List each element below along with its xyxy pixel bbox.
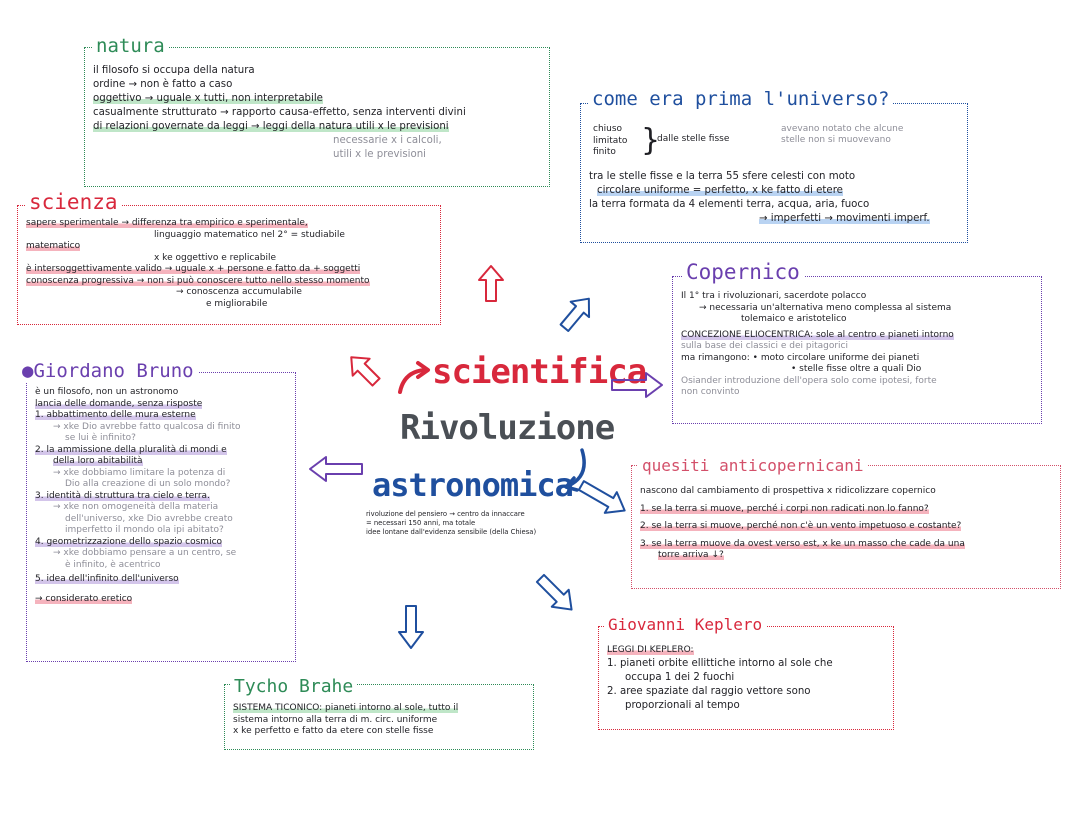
copernico-line-4: sulla base dei classici e dei pitagorici	[681, 341, 848, 351]
center-word-rivoluzione: Rivoluzione	[400, 408, 615, 448]
copernico-line-1: → necessaria un'alternativa meno complessa al sistema	[699, 302, 952, 313]
tycho-line-1: sistema intorno alla terra di m. circ. uniforme	[233, 714, 438, 725]
arrow-up-left-icon	[344, 350, 384, 390]
bruno-line-7: → xke dobbiamo limitare la potenza di	[53, 467, 226, 478]
prima-grey-note-1: stelle non si muovevano	[781, 135, 891, 145]
curved-arrow-red-icon	[394, 360, 434, 396]
copernico-line-7: Osiander introduzione dell'opera solo come ipotesi, forte	[681, 375, 937, 386]
bruno-line-15: è infinito, è acentrico	[65, 559, 161, 570]
prima-list-0: chiuso	[593, 124, 623, 134]
bruno-line-17: → considerato eretico	[35, 593, 133, 604]
arrow-down-right-keplero-icon	[532, 570, 580, 618]
quesiti-line-1: 1. se la terra si muove, perché i corpi non radicati non lo fanno?	[640, 503, 929, 514]
natura-line-4: di relazioni governate da leggi → leggi della natura utili x le previsioni	[93, 121, 449, 132]
bruno-line-13: 4. geometrizzazione dello spazio cosmico	[35, 536, 223, 547]
bruno-line-2: 1. abbattimento delle mura esterne	[35, 410, 196, 420]
prima-line-0: tra le stelle fisse e la terra 55 sfere celesti con moto	[589, 171, 856, 182]
copernico-line-5: ma rimangono: • moto circolare uniforme dei pianeti	[681, 352, 920, 363]
bruno-line-12: imperfetto il mondo ola ipi abitato?	[65, 525, 224, 535]
scienza-line-2: matematico	[26, 241, 81, 251]
bruno-line-5: 2. la ammissione della pluralità di mondi e	[35, 444, 227, 455]
quesiti-line-0: nascono dal cambiamento di prospettiva x ridicolizzare copernico	[640, 486, 936, 496]
center-word-scientifica: scientifica	[432, 352, 647, 392]
arrow-left-icon	[308, 454, 364, 484]
bruno-line-3: → xke Dio avrebbe fatto qualcosa di finito	[53, 421, 241, 432]
keplero-box	[598, 626, 894, 730]
keplero-line-2: 2. aree spaziate dal raggio vettore sono	[607, 685, 811, 697]
quesiti-line-2: 2. se la terra si muove, perché non c'è un vento impetuoso e costante?	[640, 521, 962, 531]
scienza-box	[17, 205, 441, 325]
bruno-line-0: è un filosofo, non un astronomo	[35, 387, 179, 397]
keplero-title: Giovanni Keplero	[604, 615, 766, 634]
bruno-line-16: 5. idea dell'infinito dell'universo	[35, 574, 179, 584]
copernico-line-2: tolemaico e aristotelico	[741, 314, 847, 324]
prima-line-2: la terra formata da 4 elementi terra, acqua, aria, fuoco	[589, 199, 870, 210]
center-note-0: rivoluzione del pensiero → centro da innaccare	[366, 510, 525, 518]
keplero-subtitle: LEGGI DI KEPLERO:	[607, 645, 694, 655]
prima-list-2: finito	[593, 147, 616, 157]
natura-line-0: il filosofo si occupa della natura	[93, 65, 255, 76]
arrow-down-right-icon	[576, 478, 630, 518]
scienza-line-0: sapere sperimentale → differenza tra empirico e sperimentale,	[26, 218, 308, 228]
bruno-title: ●Giordano Bruno	[18, 360, 198, 382]
scienza-title: scienza	[25, 190, 122, 214]
quesiti-line-3: 3. se la terra muove da ovest verso est, x ke un masso che cade da una	[640, 538, 965, 549]
center-note-1: = necessari 150 anni, ma totale	[366, 519, 476, 527]
center-note-2: idee lontane dall'evidenza sensibile (della Chiesa)	[366, 528, 537, 536]
keplero-line-0: 1. pianeti orbite ellittiche intorno al sole che	[607, 657, 833, 669]
copernico-line-0: Il 1° tra i rivoluzionari, sacerdote polacco	[681, 291, 867, 301]
prima-title: come era prima l'universo?	[588, 88, 893, 110]
quesiti-title: quesiti anticopernicani	[638, 456, 868, 475]
copernico-line-8: non convinto	[681, 387, 740, 397]
natura-line-3: casualmente strutturato → rapporto causa-effetto, senza interventi divini	[93, 107, 466, 118]
bruno-line-8: Dio alla creazione di un solo mondo?	[65, 479, 231, 489]
copernico-title: Copernico	[682, 260, 804, 284]
natura-line-2: oggettivo → uguale x tutti, non interpretabile	[93, 93, 323, 104]
bruno-box	[26, 372, 296, 662]
natura-line-5: necessarie x i calcoli,	[333, 135, 442, 146]
prima-list-1: limitato	[593, 135, 628, 146]
copernico-line-6: • stelle fisse oltre a quali Dio	[791, 364, 922, 374]
center-notes	[366, 510, 536, 537]
scienza-line-3: x ke oggettivo e replicabile	[154, 252, 277, 263]
quesiti-line-4: torre arriva ↓?	[658, 550, 724, 560]
natura-line-6: utili x le previsioni	[333, 149, 427, 160]
center-word-astronomica: astronomica	[372, 466, 573, 504]
copernico-box	[672, 276, 1042, 424]
natura-box	[84, 47, 550, 187]
keplero-line-3: proporzionali al tempo	[625, 699, 740, 711]
copernico-line-3: CONCEZIONE ELIOCENTRICA: sole al centro e pianeti intorno	[681, 329, 954, 340]
arrow-up-icon	[476, 264, 506, 304]
bruno-line-11: dell'universo, xke Dio avrebbe creato	[65, 513, 233, 524]
prima-box	[580, 103, 968, 243]
bruno-line-4: se lui è infinito?	[65, 433, 136, 443]
brace-icon: }	[641, 123, 661, 158]
arrow-right-icon	[610, 370, 664, 400]
prima-line-1: circolare uniforme = perfetto, x ke fatto di etere	[597, 185, 843, 196]
bruno-line-14: → xke dobbiamo pensare a un centro, se	[53, 548, 237, 558]
prima-brace-note: dalle stelle fisse	[657, 134, 730, 144]
quesiti-box	[631, 465, 1061, 589]
arrow-down-icon	[396, 604, 426, 650]
prima-grey-note-0: avevano notato che alcune	[781, 124, 904, 134]
bruno-line-6: della loro abitabilità	[53, 456, 143, 466]
scienza-line-1: linguaggio matematico nel 2° = studiabile	[154, 229, 345, 240]
bruno-line-9: 3. identità di struttura tra cielo e terra.	[35, 490, 210, 501]
keplero-line-1: occupa 1 dei 2 fuochi	[625, 671, 735, 683]
natura-title: natura	[92, 35, 169, 57]
scienza-line-4: è intersoggettivamente valido → uguale x + persone e fatto da + soggetti	[26, 264, 361, 274]
arrow-up-right-icon	[556, 292, 596, 336]
scienza-line-5: conoscenza progressiva → non si può conoscere tutto nello stesso momento	[26, 275, 370, 286]
natura-line-1: ordine → non è fatto a caso	[93, 79, 233, 90]
bullet-dot-icon: ●	[22, 360, 34, 382]
bruno-line-10: → xke non omogeneità della materia	[53, 502, 219, 512]
tycho-title: Tycho Brahe	[230, 676, 357, 697]
tycho-line-0: SISTEMA TICONICO: pianeti intorno al sole, tutto il	[233, 703, 459, 713]
tycho-line-2: x ke perfetto e fatto da etere con stelle fisse	[233, 726, 434, 736]
scienza-line-7: e migliorabile	[206, 298, 268, 309]
bruno-line-1: lancia delle domande, senza risposte	[35, 398, 203, 409]
prima-line-3: → imperfetti → movimenti imperf.	[759, 213, 930, 224]
scienza-line-6: → conoscenza accumulabile	[176, 287, 302, 297]
